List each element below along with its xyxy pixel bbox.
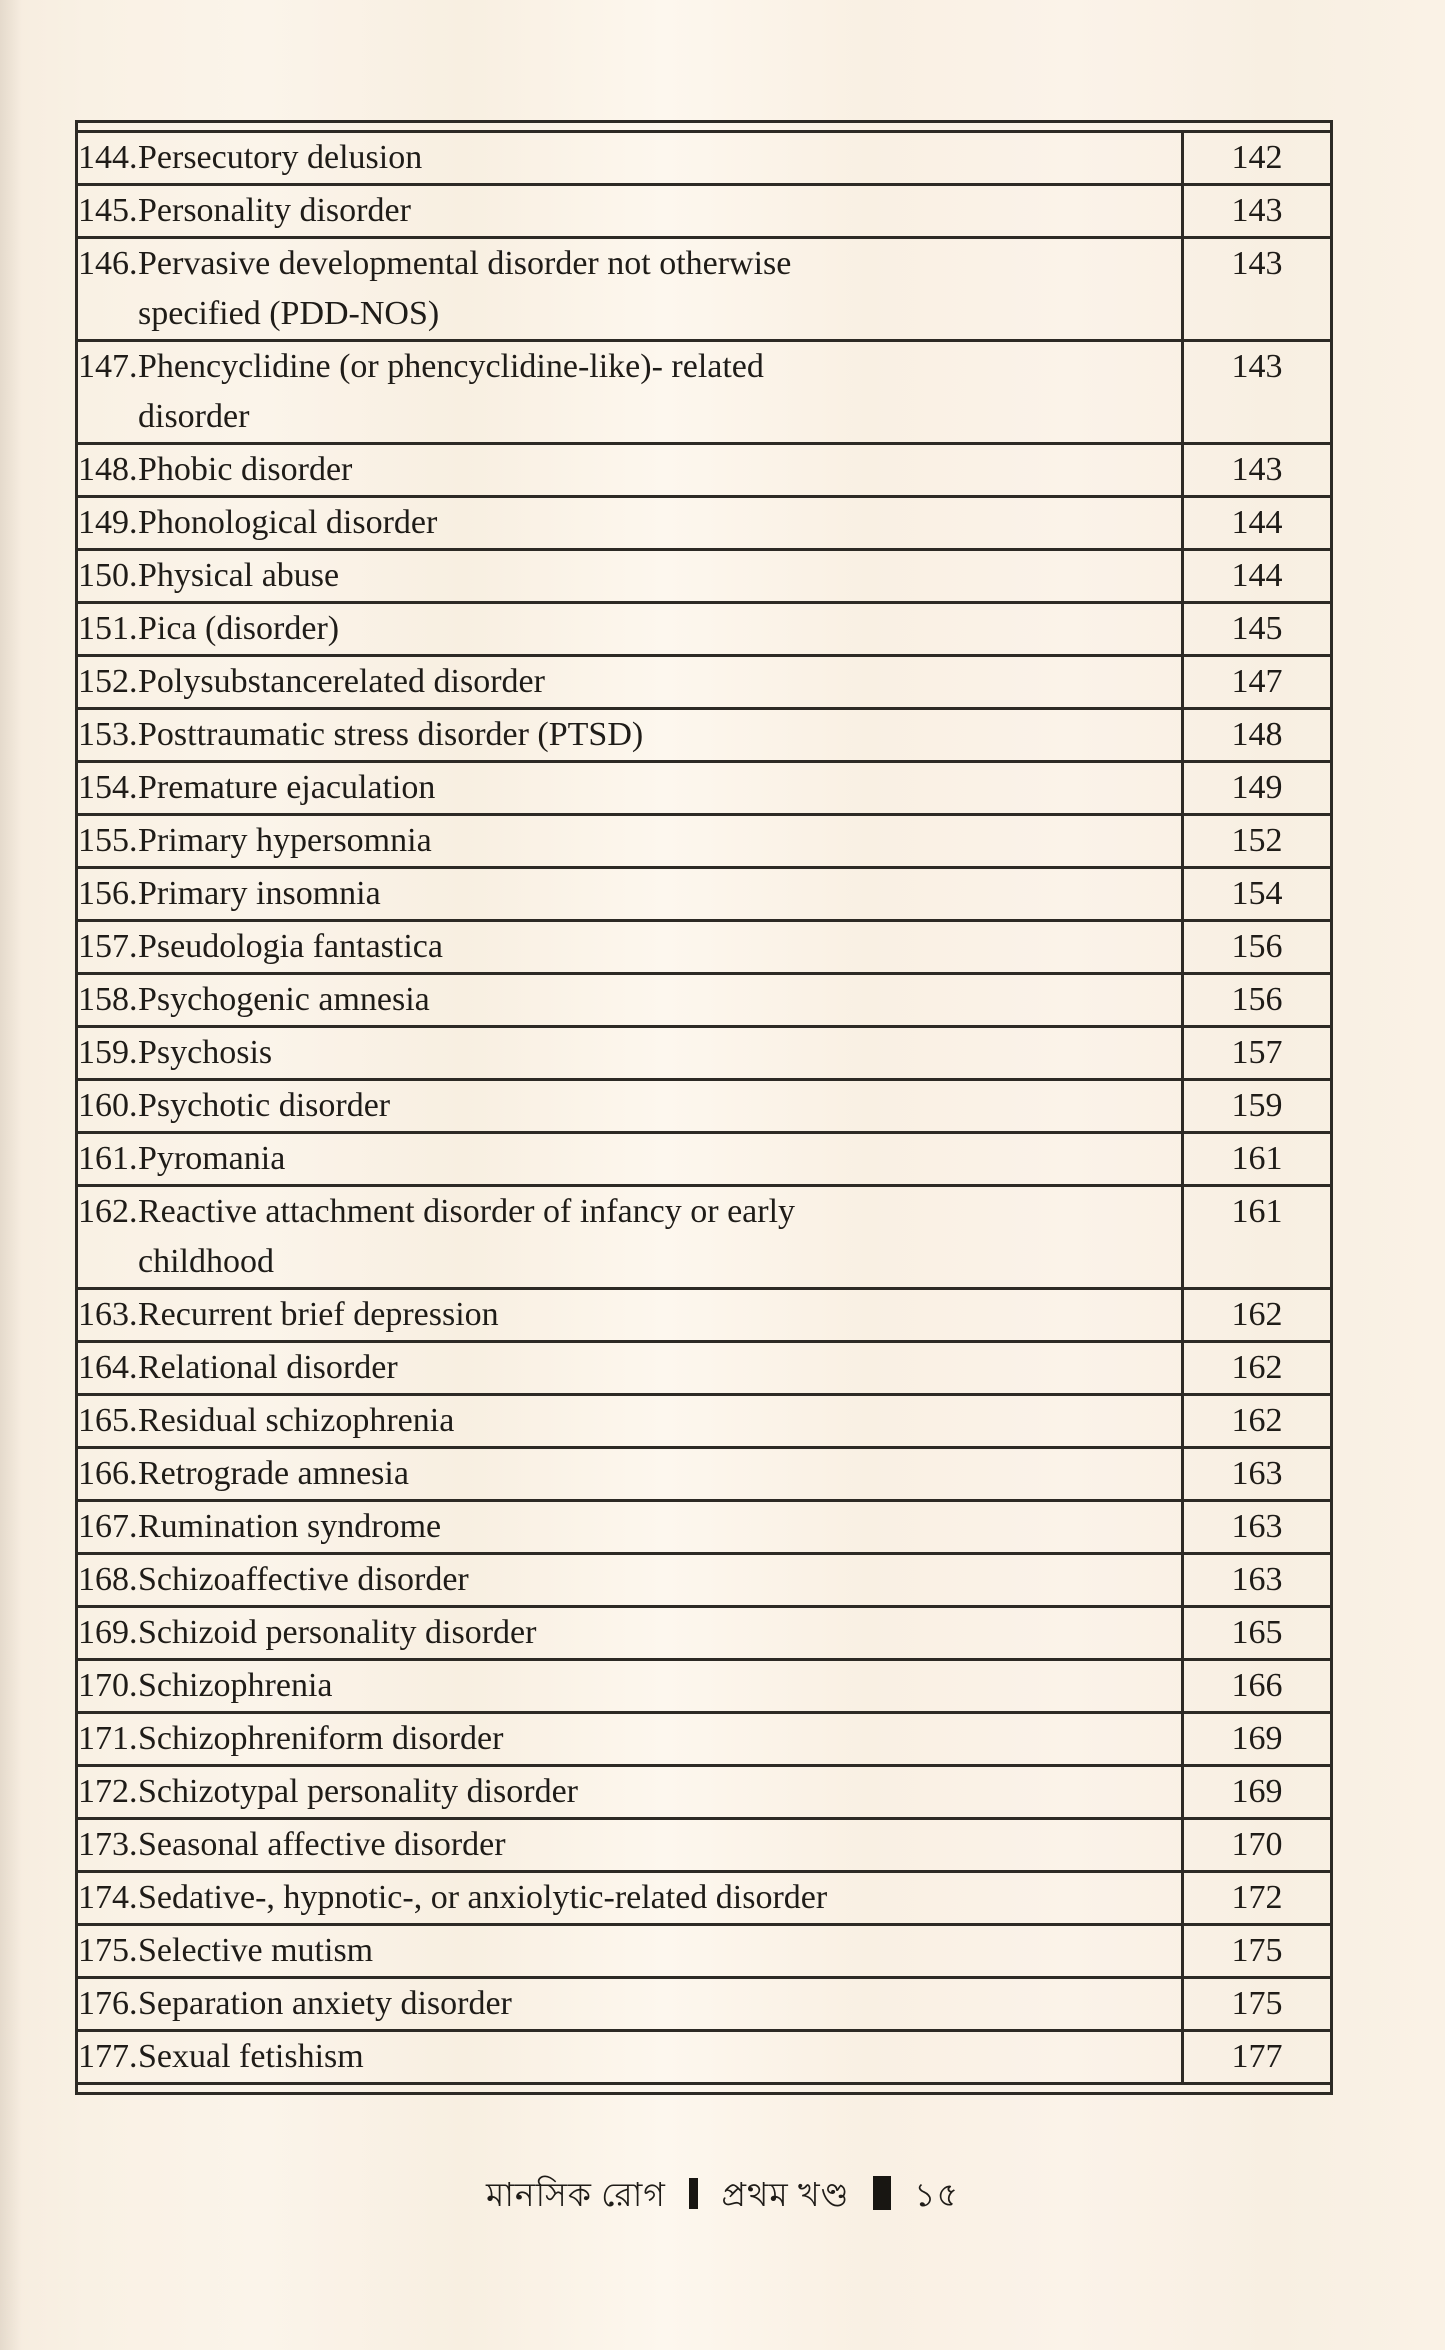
entry-page: 163: [1183, 1554, 1331, 1607]
entry-title-cell: [78, 1342, 1183, 1395]
toc-row: [78, 1554, 1330, 1607]
entry-number: 163.: [78, 1296, 138, 1333]
toc-row: [78, 132, 1330, 185]
entry-title: Polysubstancerelated disorder: [138, 663, 545, 700]
entry-title: Rumination syndrome: [138, 1508, 442, 1545]
entry-page: 143: [1183, 238, 1331, 341]
entry-title: Sexual fetishism: [138, 2038, 364, 2075]
entry-title: Reactive attachment disorder of infancy or early childhood: [138, 1193, 796, 1280]
entry-title-cell: [78, 1289, 1183, 1342]
entry-number: 150.: [78, 557, 138, 594]
toc-row: [78, 2031, 1330, 2084]
toc-row: [78, 444, 1330, 497]
entry-title-cell: [78, 1395, 1183, 1448]
entry-page: 147: [1183, 656, 1331, 709]
entry-title-cell: [78, 762, 1183, 815]
toc-row: [78, 1289, 1330, 1342]
entry-page: 148: [1183, 709, 1331, 762]
entry-title: Phobic disorder: [138, 451, 353, 488]
entry-number: 156.: [78, 875, 138, 912]
entry-title: Phencyclidine (or phencyclidine-like)- related disorder: [138, 348, 764, 435]
entry-page: 143: [1183, 341, 1331, 444]
entry-title-cell: [78, 656, 1183, 709]
entry-page: 163: [1183, 1448, 1331, 1501]
entry-number: 176.: [78, 1985, 138, 2022]
entry-title: Schizotypal personality disorder: [138, 1773, 579, 1810]
toc-row: [78, 1925, 1330, 1978]
toc-row: [78, 921, 1330, 974]
toc-row: [78, 1607, 1330, 1660]
entry-number: 149.: [78, 504, 138, 541]
entry-title-cell: [78, 1080, 1183, 1133]
entry-page: 175: [1183, 1925, 1331, 1978]
toc-row: [78, 185, 1330, 238]
entry-title-cell: [78, 1925, 1183, 1978]
entry-number: 165.: [78, 1402, 138, 1439]
entry-title: Pica (disorder): [138, 610, 340, 647]
toc-row: [78, 868, 1330, 921]
toc-row: [78, 341, 1330, 444]
entry-title-cell: [78, 709, 1183, 762]
entry-title-cell: [78, 1133, 1183, 1186]
toc-row: [78, 815, 1330, 868]
toc-row: [78, 1660, 1330, 1713]
footer-page-number: ১৫: [914, 2178, 959, 2215]
entry-title-cell: [78, 1978, 1183, 2031]
entry-title-cell: [78, 1766, 1183, 1819]
entry-page: 156: [1183, 974, 1331, 1027]
entry-page: 144: [1183, 497, 1331, 550]
entry-title: Residual schizophrenia: [138, 1402, 455, 1439]
entry-number: 152.: [78, 663, 138, 700]
entry-page: 143: [1183, 444, 1331, 497]
entry-title-cell: [78, 1186, 1183, 1289]
entry-number: 160.: [78, 1087, 138, 1124]
toc-row: [78, 1978, 1330, 2031]
footer-separator-bar: [689, 2178, 698, 2209]
entry-page: 177: [1183, 2031, 1331, 2084]
entry-title: Personality disorder: [138, 192, 411, 229]
toc-row: [78, 1713, 1330, 1766]
entry-title: Pyromania: [138, 1140, 286, 1177]
entry-page: 162: [1183, 1395, 1331, 1448]
entry-number: 153.: [78, 716, 138, 753]
entry-title-cell: [78, 1027, 1183, 1080]
entry-number: 174.: [78, 1879, 138, 1916]
entry-page: 162: [1183, 1342, 1331, 1395]
entry-title: Schizoid personality disorder: [138, 1614, 537, 1651]
entry-title-cell: [78, 341, 1183, 444]
toc-row: [78, 550, 1330, 603]
entry-title: Persecutory delusion: [138, 139, 423, 176]
entry-number: 169.: [78, 1614, 138, 1651]
entry-title: Phonological disorder: [138, 504, 438, 541]
entry-number: 168.: [78, 1561, 138, 1598]
entry-title-cell: [78, 868, 1183, 921]
entry-page: 169: [1183, 1713, 1331, 1766]
entry-title: Sedative-, hypnotic-, or anxiolytic-related disorder: [138, 1879, 828, 1916]
entry-title-cell: [78, 550, 1183, 603]
entry-number: 171.: [78, 1720, 138, 1757]
toc-row: [78, 1819, 1330, 1872]
entry-page: 162: [1183, 1289, 1331, 1342]
footer-volume: প্রথম খণ্ড: [721, 2178, 850, 2215]
entry-title-cell: [78, 1448, 1183, 1501]
toc-row: [78, 1133, 1330, 1186]
toc-row: [78, 1872, 1330, 1925]
toc-row: [78, 974, 1330, 1027]
entry-title: Seasonal affective disorder: [138, 1826, 506, 1863]
entry-page: 152: [1183, 815, 1331, 868]
entry-page: 161: [1183, 1186, 1331, 1289]
entry-title-cell: [78, 974, 1183, 1027]
entry-title-cell: [78, 1872, 1183, 1925]
entry-number: 177.: [78, 2038, 138, 2075]
entry-page: 175: [1183, 1978, 1331, 2031]
entry-number: 154.: [78, 769, 138, 806]
entry-title: Separation anxiety disorder: [138, 1985, 512, 2022]
entry-page: 144: [1183, 550, 1331, 603]
entry-page: 172: [1183, 1872, 1331, 1925]
entry-title-cell: [78, 1819, 1183, 1872]
toc-row: [78, 709, 1330, 762]
toc-row: [78, 1186, 1330, 1289]
entry-page: 156: [1183, 921, 1331, 974]
entry-title-cell: [78, 603, 1183, 656]
page-footer: [0, 2172, 1445, 2218]
toc-row: [78, 497, 1330, 550]
entry-title: Retrograde amnesia: [138, 1455, 409, 1492]
entry-number: 166.: [78, 1455, 138, 1492]
entry-title: Primary insomnia: [138, 875, 381, 912]
entry-title-cell: [78, 132, 1183, 185]
entry-number: 157.: [78, 928, 138, 965]
entry-page: 166: [1183, 1660, 1331, 1713]
entry-title: Posttraumatic stress disorder (PTSD): [138, 716, 644, 753]
entry-title-cell: [78, 1660, 1183, 1713]
footer-book-title: মানসিক রোগ: [486, 2178, 666, 2215]
toc-row: [78, 1027, 1330, 1080]
entry-title: Premature ejaculation: [138, 769, 436, 806]
entry-number: 161.: [78, 1140, 138, 1177]
entry-page: 170: [1183, 1819, 1331, 1872]
entry-title: Physical abuse: [138, 557, 340, 594]
entry-title: Psychosis: [138, 1034, 273, 1071]
entry-page: 161: [1183, 1133, 1331, 1186]
entry-page: 157: [1183, 1027, 1331, 1080]
entry-number: 164.: [78, 1349, 138, 1386]
entry-title-cell: [78, 815, 1183, 868]
entry-title-cell: [78, 444, 1183, 497]
entry-number: 162.: [78, 1193, 138, 1230]
toc-row: [78, 762, 1330, 815]
entry-title-cell: [78, 238, 1183, 341]
entry-page: 154: [1183, 868, 1331, 921]
entry-title: Schizoaffective disorder: [138, 1561, 469, 1598]
entry-number: 172.: [78, 1773, 138, 1810]
entry-page: 143: [1183, 185, 1331, 238]
entry-title: Primary hypersomnia: [138, 822, 432, 859]
toc-row: [78, 1080, 1330, 1133]
entry-title-cell: [78, 185, 1183, 238]
entry-number: 158.: [78, 981, 138, 1018]
entry-title-cell: [78, 1554, 1183, 1607]
toc-row: [78, 1766, 1330, 1819]
entry-page: 165: [1183, 1607, 1331, 1660]
entry-title-cell: [78, 1713, 1183, 1766]
entry-number: 151.: [78, 610, 138, 647]
entry-number: 145.: [78, 192, 138, 229]
toc-row: [78, 1342, 1330, 1395]
toc-row: [78, 603, 1330, 656]
entry-number: 167.: [78, 1508, 138, 1545]
entry-page: 163: [1183, 1501, 1331, 1554]
entry-title: Schizophrenia: [138, 1667, 333, 1704]
toc-table-frame: [75, 120, 1333, 2095]
entry-title: Relational disorder: [138, 1349, 398, 1386]
toc-row: [78, 238, 1330, 341]
toc-table: [78, 130, 1330, 2085]
entry-page: 145: [1183, 603, 1331, 656]
entry-page: 169: [1183, 1766, 1331, 1819]
entry-page: 159: [1183, 1080, 1331, 1133]
entry-page: 149: [1183, 762, 1331, 815]
entry-number: 147.: [78, 348, 138, 385]
entry-title-cell: [78, 1501, 1183, 1554]
footer-separator-bar: [873, 2176, 891, 2210]
toc-row: [78, 1395, 1330, 1448]
toc-row: [78, 656, 1330, 709]
entry-title: Pseudologia fantastica: [138, 928, 443, 965]
entry-title: Schizophreniform disorder: [138, 1720, 504, 1757]
entry-number: 155.: [78, 822, 138, 859]
entry-title: Psychotic disorder: [138, 1087, 391, 1124]
entry-title: Pervasive developmental disorder not otherwise specified (PDD-NOS): [138, 245, 792, 332]
entry-number: 159.: [78, 1034, 138, 1071]
entry-number: 148.: [78, 451, 138, 488]
entry-page: 142: [1231, 139, 1283, 176]
entry-number: 146.: [78, 245, 138, 282]
entry-number: 144.: [78, 139, 138, 176]
entry-title-cell: [78, 497, 1183, 550]
toc-row: [78, 1448, 1330, 1501]
entry-number: 175.: [78, 1932, 138, 1969]
entry-title-cell: [78, 1607, 1183, 1660]
toc-row: [78, 1501, 1330, 1554]
entry-title: Selective mutism: [138, 1932, 374, 1969]
entry-title-cell: [78, 921, 1183, 974]
entry-number: 170.: [78, 1667, 138, 1704]
entry-title: Psychogenic amnesia: [138, 981, 430, 1018]
entry-title: Recurrent brief depression: [138, 1296, 499, 1333]
entry-number: 173.: [78, 1826, 138, 1863]
entry-title-cell: [78, 2031, 1183, 2084]
